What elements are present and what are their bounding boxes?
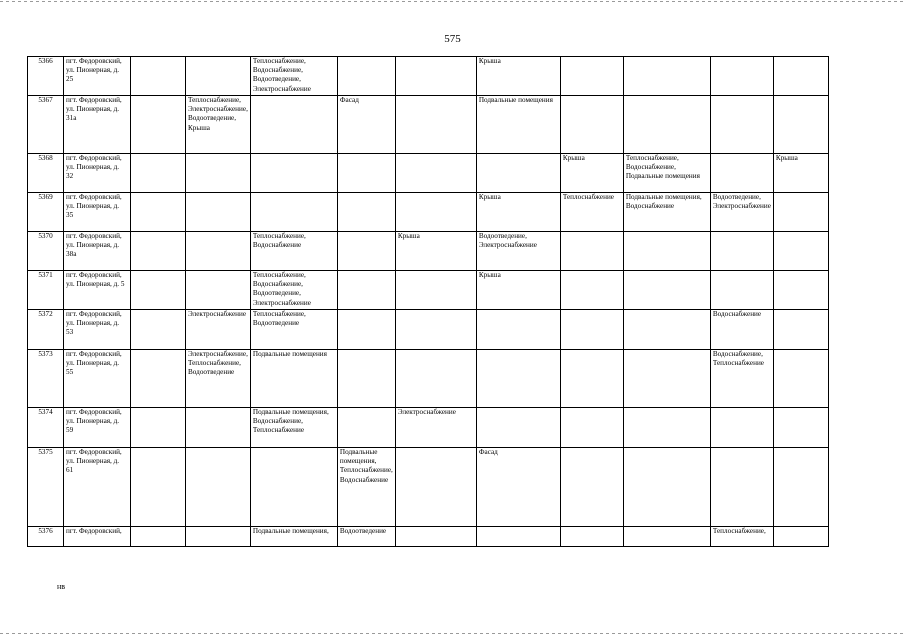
work-cell bbox=[476, 350, 560, 408]
work-cell bbox=[476, 154, 560, 193]
work-cell bbox=[623, 310, 710, 350]
row-number: 5376 bbox=[28, 527, 64, 547]
work-cell bbox=[710, 57, 773, 96]
work-cell bbox=[131, 527, 186, 547]
work-cell bbox=[773, 310, 828, 350]
work-cell bbox=[395, 154, 476, 193]
work-cell: Теплоснабжение, Водоотведение bbox=[250, 310, 337, 350]
work-cell bbox=[131, 408, 186, 448]
table-row bbox=[28, 310, 829, 350]
work-cell: Крыша bbox=[476, 193, 560, 232]
work-cell: Водоотведение, Электроснабжение bbox=[710, 193, 773, 232]
work-cell bbox=[395, 527, 476, 547]
work-cell bbox=[395, 271, 476, 310]
table-row bbox=[28, 350, 829, 408]
work-cell: Подвальные помещения, Водоснабжение bbox=[623, 193, 710, 232]
work-cell: Водоснабжение, Теплоснабжение bbox=[710, 350, 773, 408]
work-cell: Теплоснабжение, Водоснабжение bbox=[250, 232, 337, 271]
table-row bbox=[28, 57, 829, 96]
work-cell: Теплоснабжение, Электроснабжение, Водоотведение, Крыша bbox=[186, 96, 251, 154]
address-cell: пгт. Федоровский, ул. Пионерная, д. 55 bbox=[64, 350, 131, 408]
work-cell bbox=[131, 96, 186, 154]
row-number: 5367 bbox=[28, 96, 64, 154]
work-cell bbox=[337, 154, 395, 193]
work-cell bbox=[337, 310, 395, 350]
work-cell bbox=[623, 271, 710, 310]
row-number: 5369 bbox=[28, 193, 64, 232]
work-cell bbox=[560, 271, 623, 310]
work-cell bbox=[186, 527, 251, 547]
address-cell: пгт. Федоровский, ул. Пионерная, д. 25 bbox=[64, 57, 131, 96]
work-cell: Водоотведение bbox=[337, 527, 395, 547]
work-cell bbox=[773, 271, 828, 310]
work-cell bbox=[395, 350, 476, 408]
table-row bbox=[28, 527, 829, 547]
work-cell: Подвальные помещения, Водоснабжение, Теплоснабжение bbox=[250, 408, 337, 448]
work-cell bbox=[560, 57, 623, 96]
page-number: 575 bbox=[444, 33, 461, 45]
work-cell: Подвальные помещения, Теплоснабжение, Водоснабжение bbox=[337, 448, 395, 527]
work-cell bbox=[337, 57, 395, 96]
work-cell bbox=[131, 350, 186, 408]
work-cell: Подвальные помещения, bbox=[250, 527, 337, 547]
table-row bbox=[28, 271, 829, 310]
address-cell: пгт. Федоровский, ул. Пионерная, д. 32 bbox=[64, 154, 131, 193]
work-cell bbox=[186, 271, 251, 310]
address-cell: пгт. Федоровский, ул. Пионерная, д. 5 bbox=[64, 271, 131, 310]
work-cell bbox=[773, 57, 828, 96]
work-cell bbox=[186, 232, 251, 271]
address-cell: пгт. Федоровский, ул. Пионерная, д. 35 bbox=[64, 193, 131, 232]
work-cell: Теплоснабжение, Водоснабжение, Водоотведение, Электроснабжение bbox=[250, 271, 337, 310]
work-cell bbox=[131, 232, 186, 271]
table-row bbox=[28, 232, 829, 271]
work-cell bbox=[186, 154, 251, 193]
row-number: 5368 bbox=[28, 154, 64, 193]
address-cell: пгт. Федоровский, bbox=[64, 527, 131, 547]
work-cell bbox=[623, 57, 710, 96]
row-number: 5373 bbox=[28, 350, 64, 408]
work-cell bbox=[773, 527, 828, 547]
work-cell bbox=[773, 193, 828, 232]
work-cell bbox=[131, 448, 186, 527]
work-cell bbox=[773, 350, 828, 408]
work-cell bbox=[476, 310, 560, 350]
work-cell bbox=[131, 154, 186, 193]
work-cell bbox=[710, 232, 773, 271]
work-cell: Теплоснабжение, Водоснабжение, Водоотведение, Электроснабжение bbox=[250, 57, 337, 96]
row-number: 5375 bbox=[28, 448, 64, 527]
work-cell: Электроснабжение bbox=[186, 310, 251, 350]
row-number: 5372 bbox=[28, 310, 64, 350]
table-body bbox=[28, 57, 829, 547]
work-cell: Электроснабжение bbox=[395, 408, 476, 448]
work-cell: Теплоснабжение, Водоснабжение, Подвальные помещения bbox=[623, 154, 710, 193]
work-cell bbox=[710, 271, 773, 310]
work-cell bbox=[395, 96, 476, 154]
work-cell bbox=[186, 57, 251, 96]
address-cell: пгт. Федоровский, ул. Пионерная, д. 31а bbox=[64, 96, 131, 154]
work-cell bbox=[337, 193, 395, 232]
work-cell bbox=[710, 408, 773, 448]
work-cell: Водоснабжение bbox=[710, 310, 773, 350]
work-cell bbox=[623, 408, 710, 448]
work-cell bbox=[560, 350, 623, 408]
table-row bbox=[28, 448, 829, 527]
scan-edge-top bbox=[0, 1, 905, 2]
work-cell bbox=[337, 271, 395, 310]
work-cell bbox=[710, 154, 773, 193]
work-cell bbox=[250, 193, 337, 232]
work-cell bbox=[623, 527, 710, 547]
work-cell: Теплоснабжение bbox=[560, 193, 623, 232]
work-cell bbox=[395, 448, 476, 527]
work-cell bbox=[337, 350, 395, 408]
footer-code: нв bbox=[57, 582, 66, 591]
work-cell: Теплоснабжение, bbox=[710, 527, 773, 547]
repair-schedule-table bbox=[27, 56, 829, 547]
work-cell: Подвальные помещения bbox=[476, 96, 560, 154]
work-cell bbox=[131, 271, 186, 310]
work-cell bbox=[131, 193, 186, 232]
work-cell: Крыша bbox=[395, 232, 476, 271]
work-cell: Крыша bbox=[476, 271, 560, 310]
work-cell bbox=[395, 310, 476, 350]
work-cell bbox=[186, 408, 251, 448]
address-cell: пгт. Федоровский, ул. Пионерная, д. 53 bbox=[64, 310, 131, 350]
row-number: 5370 bbox=[28, 232, 64, 271]
work-cell bbox=[710, 448, 773, 527]
work-cell bbox=[623, 448, 710, 527]
work-cell: Подвальные помещения bbox=[250, 350, 337, 408]
work-cell bbox=[250, 96, 337, 154]
work-cell bbox=[773, 232, 828, 271]
work-cell: Фасад bbox=[476, 448, 560, 527]
work-cell bbox=[395, 193, 476, 232]
work-cell bbox=[337, 232, 395, 271]
row-number: 5374 bbox=[28, 408, 64, 448]
work-cell bbox=[186, 193, 251, 232]
table-row bbox=[28, 408, 829, 448]
work-cell bbox=[131, 310, 186, 350]
work-cell: Крыша bbox=[773, 154, 828, 193]
work-cell bbox=[337, 408, 395, 448]
work-cell bbox=[186, 448, 251, 527]
work-cell bbox=[250, 448, 337, 527]
work-cell bbox=[773, 448, 828, 527]
work-cell bbox=[250, 154, 337, 193]
work-cell bbox=[560, 232, 623, 271]
work-cell bbox=[131, 57, 186, 96]
address-cell: пгт. Федоровский, ул. Пионерная, д. 61 bbox=[64, 448, 131, 527]
work-cell bbox=[560, 310, 623, 350]
work-cell bbox=[476, 527, 560, 547]
work-cell bbox=[560, 408, 623, 448]
work-cell: Крыша bbox=[476, 57, 560, 96]
work-cell: Электроснабжение, Теплоснабжение, Водоотведение bbox=[186, 350, 251, 408]
table-row bbox=[28, 96, 829, 154]
table-row bbox=[28, 154, 829, 193]
work-cell bbox=[560, 96, 623, 154]
work-cell bbox=[395, 57, 476, 96]
work-cell bbox=[773, 96, 828, 154]
work-cell bbox=[710, 96, 773, 154]
row-number: 5371 bbox=[28, 271, 64, 310]
row-number: 5366 bbox=[28, 57, 64, 96]
address-cell: пгт. Федоровский, ул. Пионерная, д. 59 bbox=[64, 408, 131, 448]
work-cell: Водоотведение, Электроснабжение bbox=[476, 232, 560, 271]
work-cell bbox=[476, 408, 560, 448]
work-cell: Крыша bbox=[560, 154, 623, 193]
work-cell bbox=[623, 96, 710, 154]
table-row bbox=[28, 193, 829, 232]
work-cell bbox=[560, 527, 623, 547]
work-cell bbox=[560, 448, 623, 527]
work-cell bbox=[623, 232, 710, 271]
scan-edge-bottom bbox=[0, 633, 905, 634]
work-cell: Фасад bbox=[337, 96, 395, 154]
work-cell bbox=[623, 350, 710, 408]
work-cell bbox=[773, 408, 828, 448]
address-cell: пгт. Федоровский, ул. Пионерная, д. 38а bbox=[64, 232, 131, 271]
